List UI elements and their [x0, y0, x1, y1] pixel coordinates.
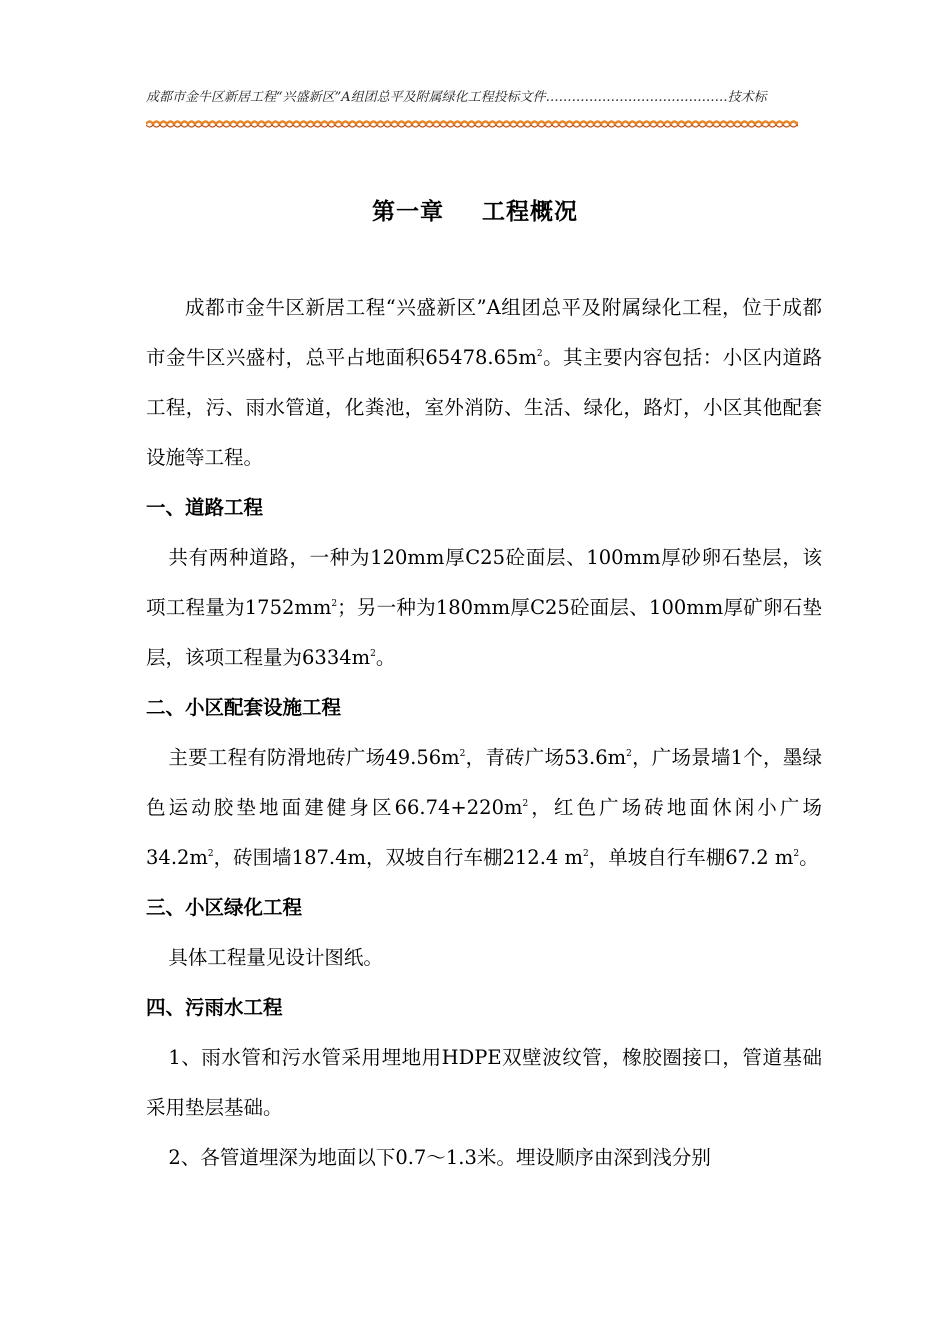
chapter-name: 工程概况 — [482, 199, 578, 225]
page-header: 成都市金牛区新居工程“兴盛新区”A组团总平及附属绿化工程投标文件……………………………………技术标 — [146, 90, 767, 105]
section-heading-roads: 一、道路工程 — [146, 496, 264, 519]
section-heading-drainage: 四、污雨水工程 — [146, 996, 283, 1019]
intro-paragraph: 成都市金牛区新居工程“兴盛新区”A组团总平及附属绿化工程，位于成都市金牛区兴盛村，总平占地面积$65478.65m^2$。其主要内容包括：小区内道路工程，污、雨水管道，化粪池，室外消防、生活、绿化，路灯，小区其他配套设施等工程。 — [146, 296, 822, 469]
greening-paragraph: 具体工程量见设计图纸。 — [168, 946, 383, 969]
decorative-wave-divider — [146, 118, 798, 130]
chapter-number: 第一章 — [372, 199, 444, 225]
drainage-item-1: 1、雨水管和污水管采用埋地用HDPE双壁波纹管，橡胶圈接口，管道基础采用垫层基础。 — [146, 1046, 822, 1119]
roads-paragraph: 共有两种道路，一种为120mm厚C25砼面层、100mm厚砂卵石垫层，该项工程量为$1752mm^2$；另一种为180mm厚C25砼面层、100mm厚矿卵石垫层，该项工程量为$6334m^2$。 — [146, 546, 823, 669]
drainage-item-2: 2、各管道埋深为地面以下0.7～1.3米。埋设顺序由深到浅分别 — [168, 1146, 711, 1169]
chapter-title — [0, 193, 950, 226]
document-body — [146, 283, 822, 1183]
section-heading-greening: 三、小区绿化工程 — [146, 896, 303, 919]
section-heading-facilities: 二、小区配套设施工程 — [146, 696, 342, 719]
facilities-paragraph: 主要工程有防滑地砖广场$49.56m^2$，青砖广场$53.6m^2$，广场景墙1个，墨绿色运动胶垫地面建健身区$66.74+220m^2$，红色广场砖地面休闲小广场$34.2m^2$，砖围墙187.4m，双坡自行车棚212.4 $m^2$，单坡自行车棚67.2 $m^2$。 — [146, 746, 822, 869]
